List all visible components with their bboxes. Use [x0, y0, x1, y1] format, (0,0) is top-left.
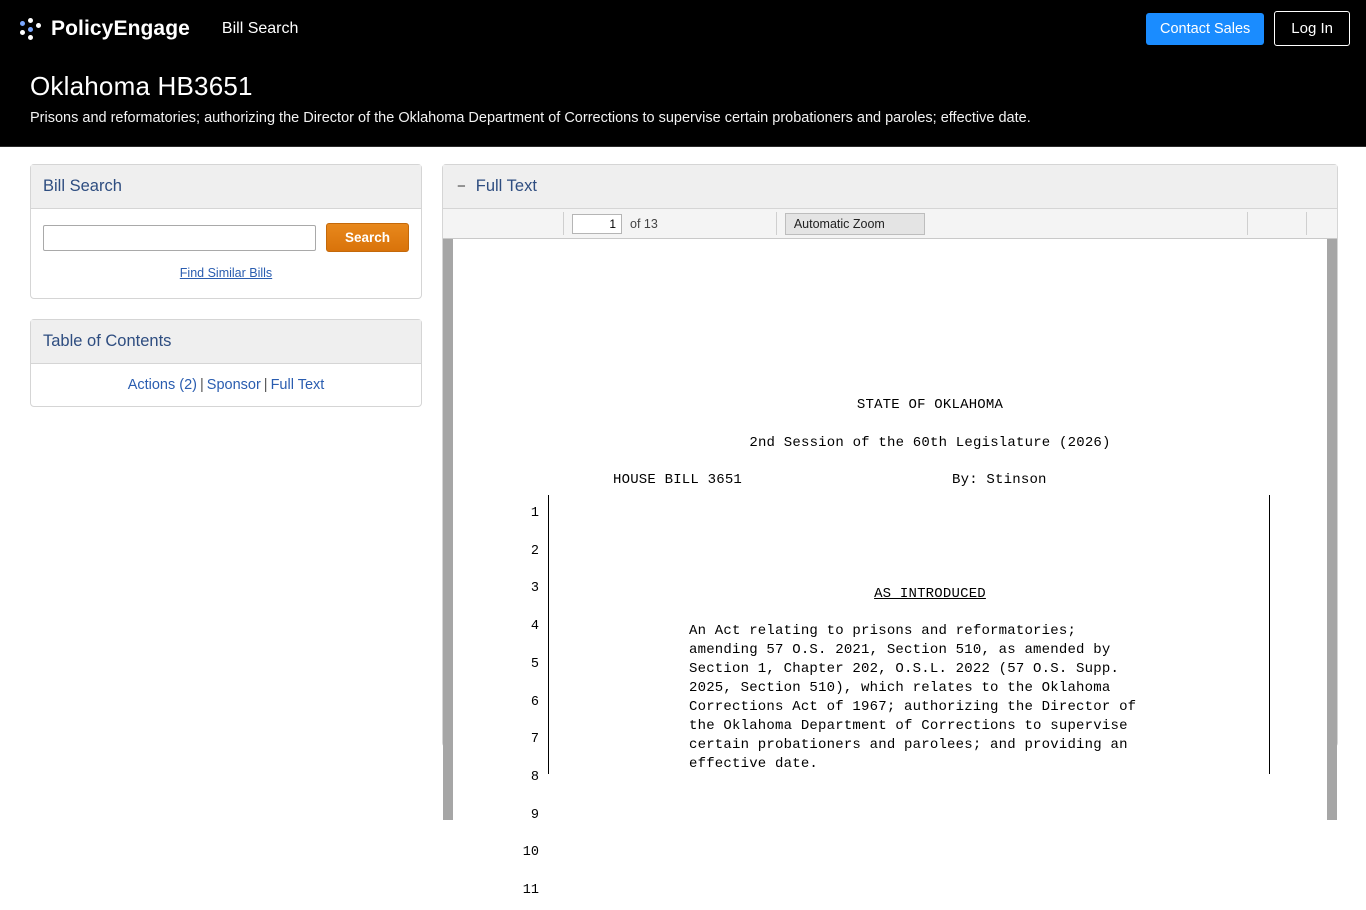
page-number-group — [564, 209, 666, 238]
full-text-viewer — [442, 164, 1338, 899]
toolbar-mid-spacer — [666, 209, 776, 238]
line-number: 4 — [530, 619, 539, 635]
toolbar-right-spacer-1 — [1248, 209, 1306, 238]
line-number: 9 — [530, 807, 539, 823]
page-total-label: of 13 — [630, 216, 658, 231]
doc-line-bill-author — [613, 462, 1247, 500]
bill-search-heading: Bill Search — [31, 165, 421, 209]
doc-line-session: 2nd Session of the 60th Legislature (2026) — [749, 434, 1111, 451]
act-line: the Oklahoma Department of Corrections to supervise — [689, 718, 1128, 735]
contact-sales-button[interactable]: Contact Sales — [1146, 13, 1264, 45]
act-line: certain probationers and parolees; and providing an — [689, 737, 1128, 754]
zoom-select[interactable]: Automatic Zoom — [785, 213, 925, 235]
author-text: By: Stinson — [952, 472, 1047, 489]
page-title: Oklahoma HB3651 — [30, 71, 253, 101]
bill-header — [0, 57, 1366, 147]
bill-search-panel — [30, 164, 422, 299]
toc-separator: | — [263, 377, 268, 393]
act-line: 2025, Section 510), which relates to the Oklahoma — [689, 680, 1111, 697]
navbar-actions — [1146, 11, 1350, 46]
right-rule — [1269, 495, 1270, 774]
line-number: 6 — [530, 694, 539, 710]
line-number: 11 — [522, 883, 539, 899]
dots-logo-icon — [20, 18, 42, 40]
pdf-toolbar — [443, 209, 1337, 239]
line-number: 2 — [530, 543, 539, 559]
line-number: 7 — [530, 732, 539, 748]
table-of-contents-panel — [30, 319, 422, 407]
left-rule — [548, 495, 549, 774]
document-text — [613, 387, 1247, 774]
doc-line-as-introduced — [613, 576, 1247, 614]
toolbar-flex-spacer — [933, 209, 1247, 238]
toc-item-actions[interactable]: Actions (2) — [127, 377, 197, 393]
table-of-contents-body — [31, 364, 421, 406]
toolbar-left-spacer — [443, 209, 563, 238]
search-input[interactable] — [43, 225, 316, 251]
bill-number-text: HOUSE BILL 3651 — [613, 472, 743, 489]
line-number: 8 — [530, 769, 539, 785]
pdf-page-1 — [453, 239, 1327, 899]
doc-line-state: STATE OF OKLAHOMA — [856, 397, 1004, 413]
full-text-heading-bar — [443, 165, 1337, 209]
nav-link-bill-search[interactable]: Bill Search — [221, 19, 299, 37]
toolbar-right-spacer-2 — [1307, 209, 1337, 238]
as-introduced-text: AS INTRODUCED — [874, 585, 986, 602]
brand[interactable] — [20, 17, 190, 41]
act-paragraph — [613, 613, 1247, 774]
find-similar-wrap — [43, 264, 409, 282]
line-number: 1 — [530, 506, 539, 521]
brand-name: PolicyEngage — [51, 16, 190, 40]
line-number: 5 — [530, 656, 539, 672]
line-number: 10 — [522, 845, 539, 861]
sidebar — [30, 164, 422, 427]
pdf-viewport[interactable] — [443, 239, 1337, 899]
document-body — [453, 387, 1327, 899]
act-line: amending 57 O.S. 2021, Section 510, as amended by — [689, 642, 1111, 659]
act-line: An Act relating to prisons and reformatories; — [689, 623, 1077, 640]
full-text-heading: Full Text — [475, 177, 537, 195]
toc-item-sponsor[interactable]: Sponsor — [206, 377, 261, 393]
act-line: Corrections Act of 1967; authorizing the Director of — [689, 699, 1137, 716]
doc-line-blank-4 — [613, 500, 1247, 538]
line-number: 3 — [530, 581, 539, 597]
page-number-input[interactable] — [572, 214, 622, 234]
log-in-button[interactable]: Log In — [1274, 11, 1350, 46]
find-similar-bills-link[interactable]: Find Similar Bills — [179, 266, 273, 280]
act-line: effective date. — [689, 756, 819, 773]
search-row — [43, 223, 409, 252]
line-number-gutter — [509, 495, 539, 910]
table-of-contents-heading: Table of Contents — [31, 320, 421, 364]
toc-separator: | — [200, 377, 204, 393]
zoom-group — [777, 209, 933, 238]
top-navbar — [0, 0, 1366, 57]
bill-description: Prisons and reformatories; authorizing the Director of the Oklahoma Department of Corrections to supervise certain probationers and paroles; effective date. — [30, 110, 1031, 126]
act-line: Section 1, Chapter 202, O.S.L. 2022 (57 O.S. Supp. — [689, 661, 1120, 678]
main-content — [0, 147, 1366, 899]
bill-search-body — [31, 209, 421, 298]
toc-item-full-text[interactable]: Full Text — [270, 377, 325, 393]
minus-icon[interactable]: − — [457, 178, 466, 195]
search-button[interactable]: Search — [326, 223, 409, 252]
doc-line-blank-5 — [613, 538, 1247, 576]
